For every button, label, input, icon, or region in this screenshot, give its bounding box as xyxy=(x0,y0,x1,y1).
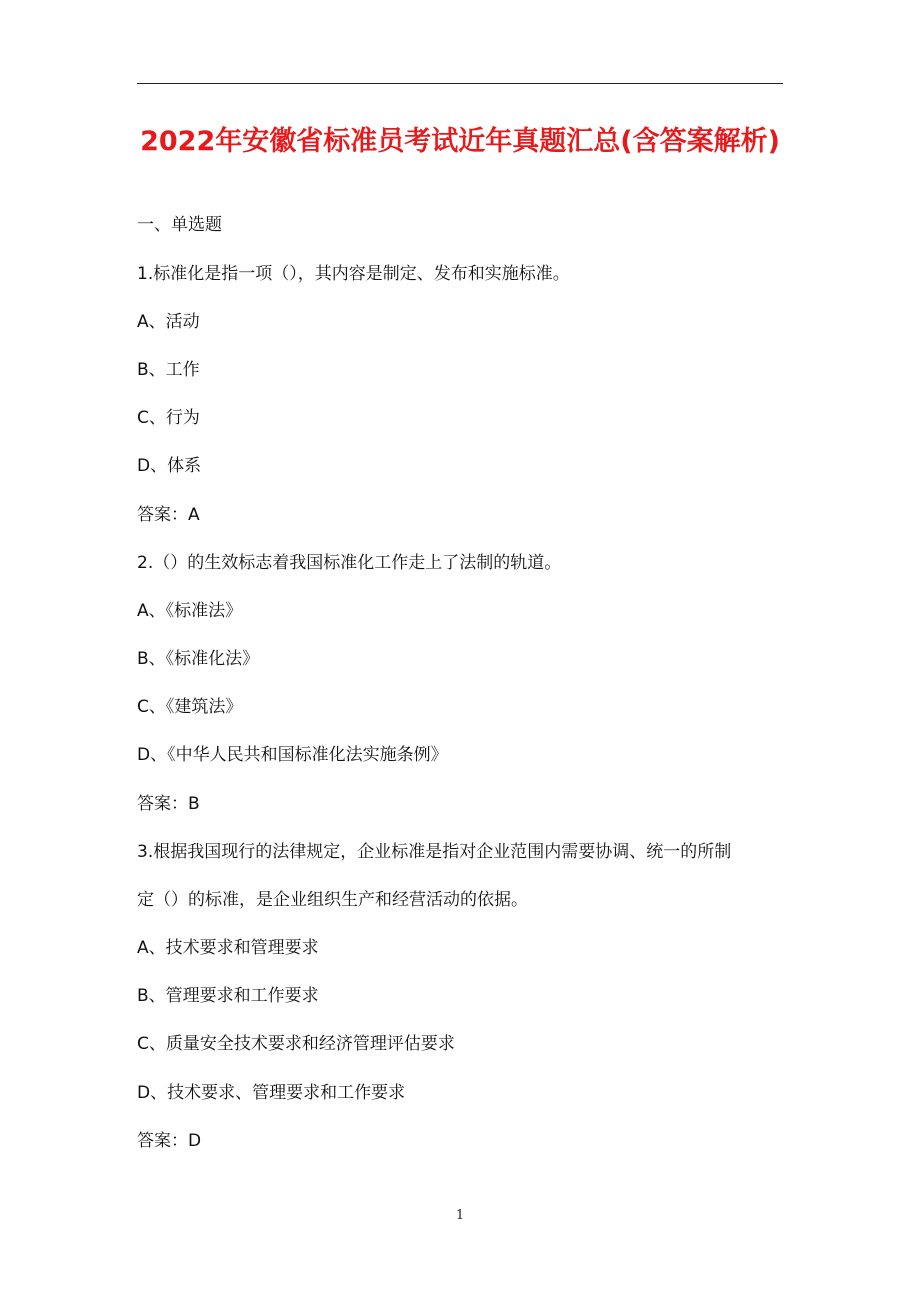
question-1-option-b: B、工作 xyxy=(137,360,200,380)
header-rule xyxy=(137,83,783,84)
question-3-stem-line-1: 3.根据我国现行的法律规定，企业标准是指对企业范围内需要协调、统一的所制 xyxy=(137,842,732,862)
question-2-option-c: C、《建筑法》 xyxy=(137,697,243,717)
question-2-option-b: B、《标准化法》 xyxy=(137,649,260,669)
question-1-stem: 1.标准化是指一项（），其内容是制定、发布和实施标准。 xyxy=(137,264,570,284)
document-title: 2022年安徽省标准员考试近年真题汇总(含答案解析) xyxy=(140,126,780,157)
section-heading: 一、单选题 xyxy=(137,215,222,235)
question-1-option-d: D、体系 xyxy=(137,456,202,476)
question-2-option-d: D、《中华人民共和国标准化法实施条例》 xyxy=(137,745,448,765)
question-2-option-a: A、《标准法》 xyxy=(137,601,243,621)
question-3-answer: 答案：D xyxy=(137,1131,202,1151)
page-number: 1 xyxy=(455,1208,465,1223)
question-1-option-a: A、活动 xyxy=(137,312,200,332)
question-3-option-c: C、质量安全技术要求和经济管理评估要求 xyxy=(137,1034,455,1054)
question-3-option-b: B、管理要求和工作要求 xyxy=(137,986,319,1006)
question-3-stem-line-2: 定（）的标准，是企业组织生产和经营活动的依据。 xyxy=(137,890,528,910)
question-2-stem: 2.（）的生效标志着我国标准化工作走上了法制的轨道。 xyxy=(137,553,562,573)
question-1-answer: 答案：A xyxy=(137,505,200,525)
question-3-option-d: D、技术要求、管理要求和工作要求 xyxy=(137,1083,406,1103)
question-1-option-c: C、行为 xyxy=(137,408,200,428)
question-2-answer: 答案：B xyxy=(137,794,200,814)
question-3-option-a: A、技术要求和管理要求 xyxy=(137,938,319,958)
